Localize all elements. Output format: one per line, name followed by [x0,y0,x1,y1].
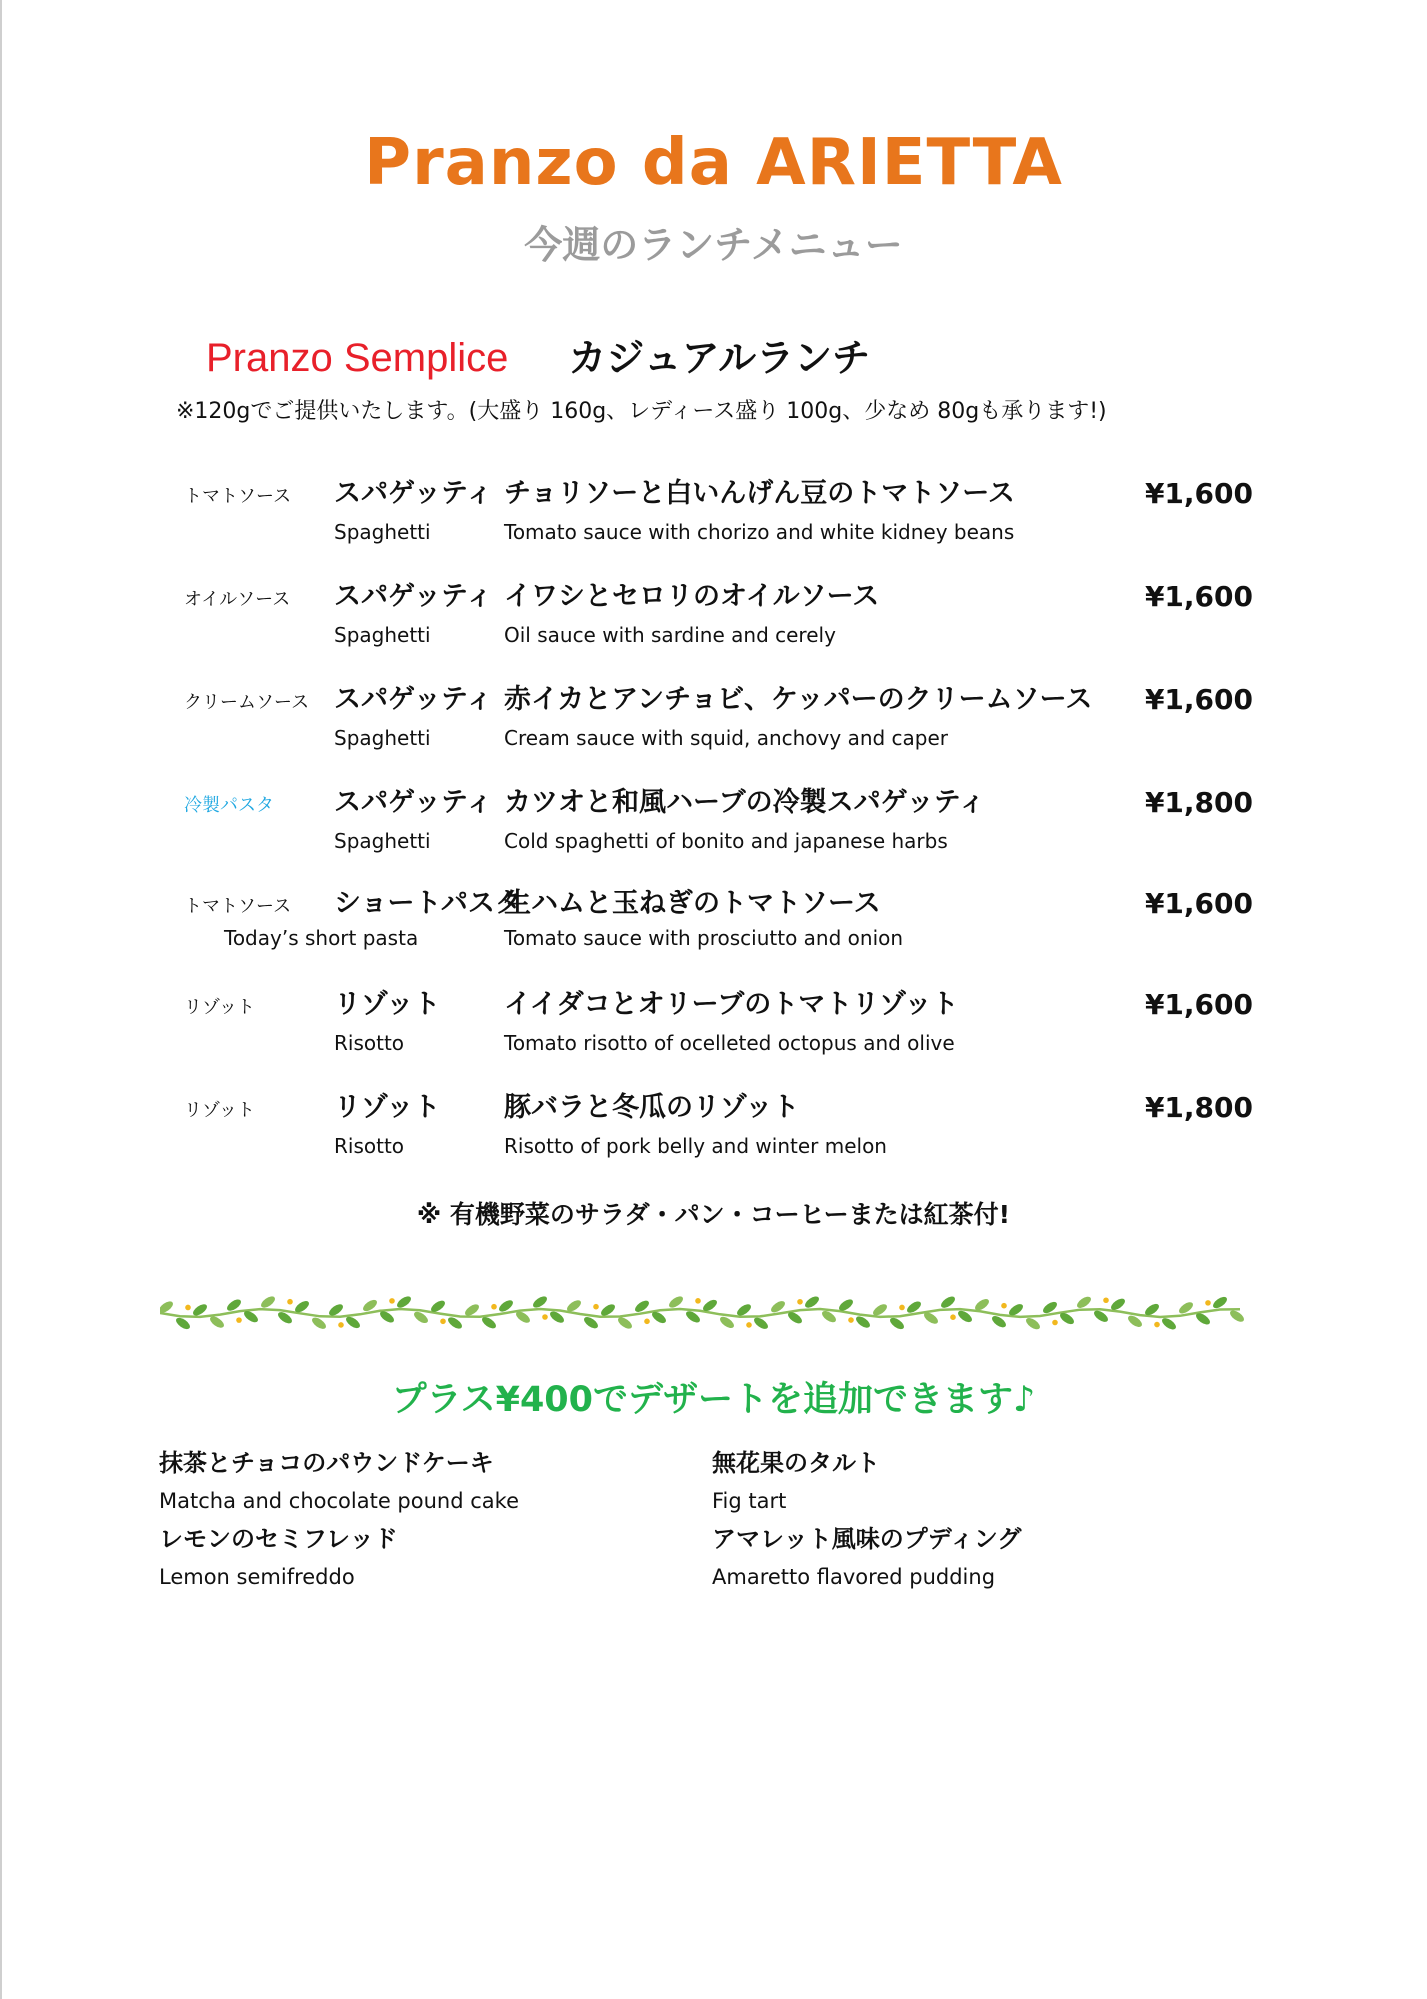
sauce-category: オイルソース [184,589,291,610]
portion-notice: ※120gでご提供いたします。(大盛り 160g、レディース盛り 100g、少なめ 80gも承ります!) [176,399,1107,424]
vine-leaf [160,1299,175,1315]
pasta-type-en: Spaghetti [334,829,431,853]
dessert-name-jp: 抹茶とチョコのパウンドケーキ [159,1449,494,1477]
pasta-type-en: Risotto [334,1031,405,1055]
pasta-type-jp: スパゲッティ [334,478,493,509]
vine-leaf [1024,1316,1042,1332]
vine-leaf [1075,1294,1093,1310]
vine-leaf [395,1294,413,1310]
section-name-italian: Pranzo Semplice [206,336,509,380]
vine-leaf [667,1294,685,1310]
dish-name-jp: 豚バラと冬瓜のリゾット [504,1092,800,1123]
price: ¥1,600 [1144,887,1253,920]
dessert-item [712,1520,1252,1596]
dish-name-jp: 赤イカとアンチョビ、ケッパーのクリームソース [504,684,1093,715]
dessert-heading: プラス¥400でデザートを追加できます♪ [391,1380,1036,1420]
dessert-name-en: Lemon semifreddo [159,1565,355,1589]
pasta-type-en: Spaghetti [334,623,431,647]
vine-leaf [803,1294,821,1310]
dish-name-jp: イワシとセロリのオイルソース [504,581,880,612]
dessert-item [159,1444,699,1520]
pasta-type-en: Spaghetti [334,726,431,750]
vine-leaf [531,1294,549,1310]
vine-flower [899,1305,905,1311]
vine-flower [695,1298,701,1304]
price: ¥1,600 [1144,477,1253,510]
price: ¥1,600 [1144,988,1253,1021]
vine-flower [338,1322,344,1328]
dish-name-en: Tomato sauce with prosciutto and onion [504,926,904,950]
menu-item [0,779,1427,879]
vine-flower [287,1299,293,1305]
pasta-type-en: Spaghetti [334,520,431,544]
dish-name-en: Cold spaghetti of bonito and japanese harbs [504,829,948,853]
menu-item [0,880,1427,980]
vine-leaf [1211,1295,1229,1311]
menu-item [0,1084,1427,1184]
price: ¥1,600 [1144,580,1253,613]
dessert-name-en: Matcha and chocolate pound cake [159,1489,519,1513]
dessert-name-jp: レモンのセミフレッド [159,1525,398,1553]
dessert-name-en: Amaretto flavored pudding [712,1565,996,1589]
pasta-type-jp: スパゲッティ [334,684,493,715]
vine-leaf [752,1315,770,1331]
vine-flower [542,1314,548,1320]
vine-flower [185,1305,191,1311]
dish-name-jp: 生ハムと玉ねぎのトマトソース [504,888,881,919]
vine-stem [160,1309,1240,1317]
price: ¥1,800 [1144,1091,1253,1124]
menu-item [0,573,1427,673]
sauce-category: リゾット [184,997,255,1018]
vine-leaf [259,1294,277,1310]
sauce-category: トマトソース [184,486,292,507]
menu-item [0,470,1427,570]
vine-leaf [310,1315,328,1331]
vine-flower [491,1304,497,1310]
dish-name-en: Oil sauce with sardine and cerely [504,623,836,647]
price: ¥1,800 [1144,786,1253,819]
vine-flower [1103,1297,1109,1303]
pasta-type-jp: スパゲッティ [334,787,493,818]
vine-leaf [939,1294,957,1310]
vine-leaf [1160,1316,1178,1332]
pasta-type-en: Risotto [334,1134,405,1158]
vine-flower [1052,1320,1058,1326]
vine-flower [236,1317,242,1323]
dish-name-en: Tomato sauce with chorizo and white kidney beans [504,520,1015,544]
dish-name-jp: イイダコとオリーブのトマトリゾット [504,989,959,1020]
section-name-japanese: カジュアルランチ [568,336,871,380]
vine-flower [1154,1322,1160,1328]
pasta-type-en: Today’s short pasta [224,926,419,950]
dessert-item [159,1520,699,1596]
pasta-type-jp: スパゲッティ [334,581,493,612]
cold-pasta-category: 冷製パスタ [184,795,274,816]
vine-flower [848,1317,854,1323]
pasta-type-jp: リゾット [334,1092,441,1123]
vine-flower [746,1322,752,1328]
dessert-name-jp: 無花果のタルト [712,1449,880,1477]
lunch-includes-note: ※ 有機野菜のサラダ・パン・コーヒーまたは紅茶付! [416,1200,1011,1229]
dish-name-en: Cream sauce with squid, anchovy and caper [504,726,949,750]
menu-subtitle: 今週のランチメニュー [524,223,903,267]
dessert-name-jp: アマレット風味のプディング [712,1525,1022,1553]
pasta-type-jp: ショートパスタ [334,888,522,919]
dessert-item [712,1444,1252,1520]
dish-name-en: Risotto of pork belly and winter melon [504,1134,887,1158]
section-heading [206,330,870,386]
vine-leaf [174,1316,192,1332]
dish-name-en: Tomato risotto of ocelleted octopus and olive [504,1031,955,1055]
dish-name-jp: チョリソーと白いんげん豆のトマトソース [504,478,1015,509]
sauce-category: クリームソース [184,692,310,713]
sauce-category: トマトソース [184,896,292,917]
sauce-category: リゾット [184,1100,255,1121]
dish-name-jp: カツオと和風ハーブの冷製スパゲッティ [504,787,986,818]
vine-flower [389,1298,395,1304]
vine-leaf [888,1316,906,1332]
vine-flower [1001,1303,1007,1309]
price: ¥1,600 [1144,683,1253,716]
dessert-name-en: Fig tart [712,1489,787,1513]
vine-flower [644,1319,650,1325]
menu-item [0,981,1427,1081]
leaf-vine-divider [160,1290,1254,1336]
vine-flower [593,1304,599,1310]
restaurant-title: Pranzo da ARIETTA [364,126,1063,200]
vine-flower [950,1314,956,1320]
vine-flower [1205,1300,1211,1306]
vine-flower [440,1318,446,1324]
menu-item [0,676,1427,776]
vine-flower [797,1299,803,1305]
pasta-type-jp: リゾット [334,989,441,1020]
